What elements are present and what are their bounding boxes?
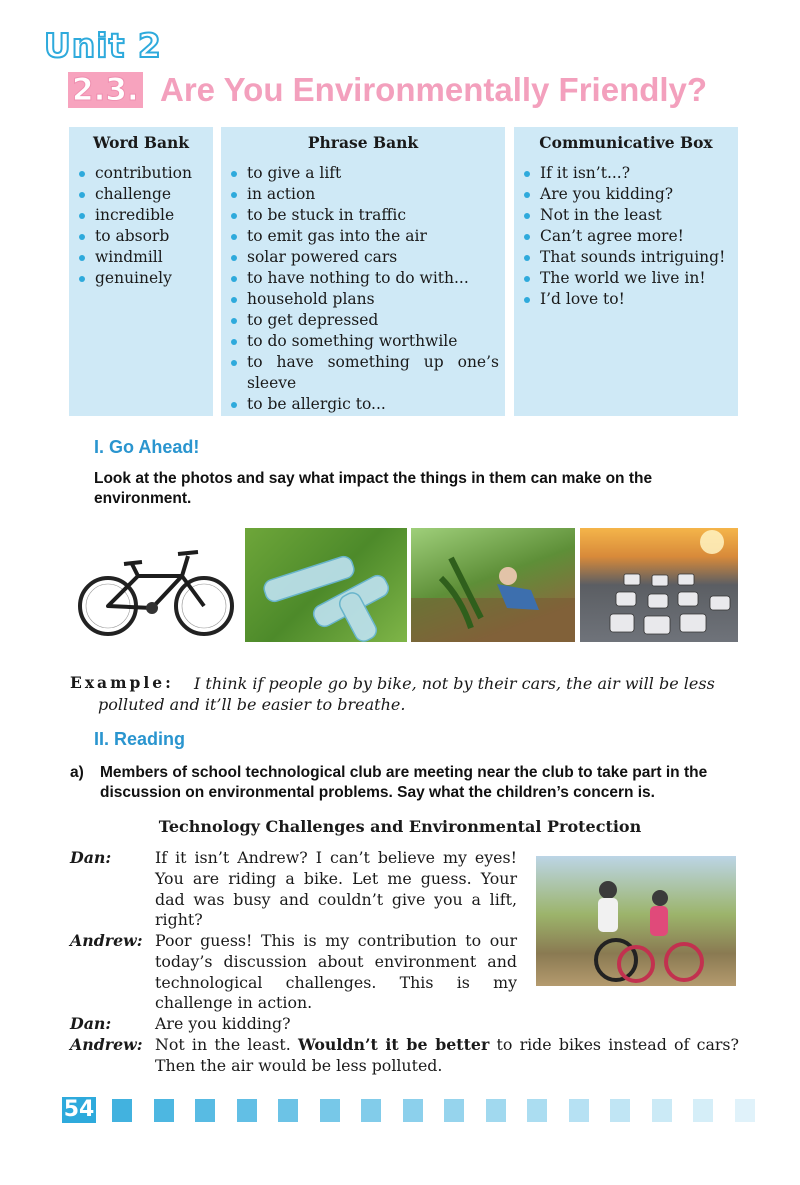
dialogue-line: Poor guess! This is my contribution to our today’s discussion about environment and technological challenges. This is my challenge in action. bbox=[155, 931, 517, 1013]
footer-square bbox=[693, 1099, 713, 1122]
footer-square bbox=[154, 1099, 174, 1122]
bullet-icon bbox=[231, 339, 237, 345]
section-title-go-ahead: I. Go Ahead! bbox=[94, 437, 200, 457]
dialogue-line: Are you kidding? bbox=[155, 1014, 291, 1033]
bullet-icon bbox=[231, 276, 237, 282]
bullet-icon bbox=[231, 360, 237, 366]
communicative-box-title: Communicative Box bbox=[539, 133, 713, 152]
lesson-number: 2.3. bbox=[68, 72, 143, 108]
list-item bbox=[514, 163, 738, 184]
word-bank-title: Word Bank bbox=[92, 133, 190, 152]
list-item-text: incredible bbox=[95, 206, 175, 224]
footer-square bbox=[195, 1099, 215, 1122]
bullet-icon bbox=[231, 402, 237, 408]
list-item-text: Not in the least bbox=[540, 206, 662, 224]
communicative-box bbox=[514, 127, 738, 416]
speaker-andrew: Andrew: bbox=[70, 931, 143, 950]
bullet-icon bbox=[231, 234, 237, 240]
bullet-icon bbox=[524, 255, 530, 261]
list-item-text: solar powered cars bbox=[247, 248, 398, 266]
example-text: I think if people go by bike, not by their cars, the air will be less polluted and it’ll be easier to breathe. bbox=[98, 674, 715, 714]
list-item bbox=[221, 184, 505, 205]
traffic-jam-photo bbox=[580, 528, 738, 642]
instruction-go-ahead: Look at the photos and say what impact the things in them can make on the environment. bbox=[94, 470, 653, 507]
footer-square bbox=[361, 1099, 381, 1122]
gardening-photo bbox=[411, 528, 575, 642]
list-item bbox=[221, 310, 505, 331]
list-item bbox=[221, 226, 505, 247]
list-item-text: Can’t agree more! bbox=[540, 227, 684, 245]
footer-square bbox=[403, 1099, 423, 1122]
dialogue-line: If it isn’t Andrew? I can’t believe my eyes! You are riding a bike. Let me guess. Your dad was busy and couldn’t give you a lift, right? bbox=[155, 848, 517, 930]
list-item bbox=[69, 247, 213, 268]
task-letter: a) bbox=[70, 764, 84, 781]
footer-square bbox=[735, 1099, 755, 1122]
list-item bbox=[69, 163, 213, 184]
list-item bbox=[69, 205, 213, 226]
list-item-text: to have something up one’s sleeve bbox=[247, 353, 499, 392]
list-item bbox=[514, 184, 738, 205]
list-item bbox=[221, 394, 505, 415]
list-item-text: windmill bbox=[95, 248, 163, 266]
bullet-icon bbox=[231, 213, 237, 219]
footer-square bbox=[237, 1099, 257, 1122]
list-item bbox=[221, 331, 505, 352]
list-item-text: The world we live in! bbox=[540, 269, 706, 287]
plastic-bottles-photo bbox=[245, 528, 407, 642]
bullet-icon bbox=[79, 234, 85, 240]
list-item-text: If it isn’t...? bbox=[540, 164, 631, 182]
list-item bbox=[514, 289, 738, 310]
list-item-text: to do something worthwile bbox=[247, 332, 458, 350]
list-item bbox=[514, 205, 738, 226]
list-item bbox=[221, 268, 505, 289]
footer-square bbox=[569, 1099, 589, 1122]
list-item-text: I’d love to! bbox=[540, 290, 625, 308]
bullet-icon bbox=[524, 234, 530, 240]
list-item-text: to get depressed bbox=[247, 311, 379, 329]
list-item-text: in action bbox=[247, 185, 316, 203]
footer-square bbox=[320, 1099, 340, 1122]
footer-square bbox=[112, 1099, 132, 1122]
bullet-icon bbox=[79, 213, 85, 219]
list-item bbox=[69, 226, 213, 247]
dialogue-emphasis: Wouldn’t it be better bbox=[297, 1035, 490, 1054]
bullet-icon bbox=[524, 297, 530, 303]
footer-square bbox=[444, 1099, 464, 1122]
speaker-dan: Dan: bbox=[70, 848, 112, 867]
phrase-bank-title: Phrase Bank bbox=[307, 133, 419, 152]
speaker-andrew: Andrew: bbox=[70, 1035, 143, 1054]
dialogue-title: Technology Challenges and Environmental Protection bbox=[158, 817, 642, 836]
bullet-icon bbox=[231, 297, 237, 303]
bullet-icon bbox=[524, 276, 530, 282]
dialogue-line bbox=[155, 1035, 739, 1077]
list-item-text: to be allergic to... bbox=[247, 395, 386, 413]
list-item-text: to absorb bbox=[95, 227, 170, 245]
bullet-icon bbox=[524, 192, 530, 198]
bullet-icon bbox=[231, 255, 237, 261]
bullet-icon bbox=[79, 171, 85, 177]
list-item bbox=[221, 289, 505, 310]
footer-square bbox=[527, 1099, 547, 1122]
bullet-icon bbox=[231, 318, 237, 324]
list-item bbox=[514, 268, 738, 289]
list-item-text: to have nothing to do with... bbox=[247, 269, 469, 287]
list-item bbox=[221, 247, 505, 268]
footer-square bbox=[610, 1099, 630, 1122]
bullet-icon bbox=[524, 213, 530, 219]
footer-square bbox=[486, 1099, 506, 1122]
list-item-text: contribution bbox=[95, 164, 192, 182]
list-item-text: to be stuck in traffic bbox=[247, 206, 407, 224]
list-item-text: to emit gas into the air bbox=[247, 227, 427, 245]
list-item-text: to give a lift bbox=[247, 164, 342, 182]
task-text: Members of school technological club are meeting near the club to take part in the discussion on environmental problems. Say what the children’s concern is. bbox=[100, 764, 708, 801]
kids-on-bikes-photo bbox=[536, 856, 736, 986]
list-item-text: Are you kidding? bbox=[540, 185, 674, 203]
bullet-icon bbox=[231, 171, 237, 177]
dialogue-text: Not in the least. bbox=[155, 1035, 291, 1054]
word-bank bbox=[69, 127, 213, 416]
list-item-text: household plans bbox=[247, 290, 375, 308]
bullet-icon bbox=[79, 255, 85, 261]
list-item bbox=[221, 205, 505, 226]
dialogue-text: to ride bikes instead of cars? Then the air would be less polluted. bbox=[155, 1035, 739, 1075]
section-title-reading: II. Reading bbox=[94, 729, 186, 749]
bullet-icon bbox=[524, 171, 530, 177]
page-number: 54 bbox=[63, 1097, 95, 1122]
list-item bbox=[221, 352, 505, 394]
footer-square bbox=[278, 1099, 298, 1122]
footer-square bbox=[652, 1099, 672, 1122]
list-item-text: genuinely bbox=[95, 269, 172, 287]
bullet-icon bbox=[79, 276, 85, 282]
bullet-icon bbox=[79, 192, 85, 198]
lesson-title: Are You Environmentally Friendly? bbox=[160, 71, 708, 108]
list-item bbox=[221, 163, 505, 184]
list-item bbox=[514, 226, 738, 247]
list-item-text: That sounds intriguing! bbox=[540, 248, 726, 266]
example-label: Example: bbox=[70, 673, 174, 692]
list-item-text: challenge bbox=[95, 185, 172, 203]
unit-label: Unit 2 bbox=[44, 26, 162, 65]
bullet-icon bbox=[231, 192, 237, 198]
speaker-dan: Dan: bbox=[70, 1014, 112, 1033]
list-item bbox=[69, 268, 213, 289]
list-item bbox=[69, 184, 213, 205]
phrase-bank bbox=[221, 127, 505, 416]
bicycle-photo bbox=[70, 528, 238, 642]
list-item bbox=[514, 247, 738, 268]
